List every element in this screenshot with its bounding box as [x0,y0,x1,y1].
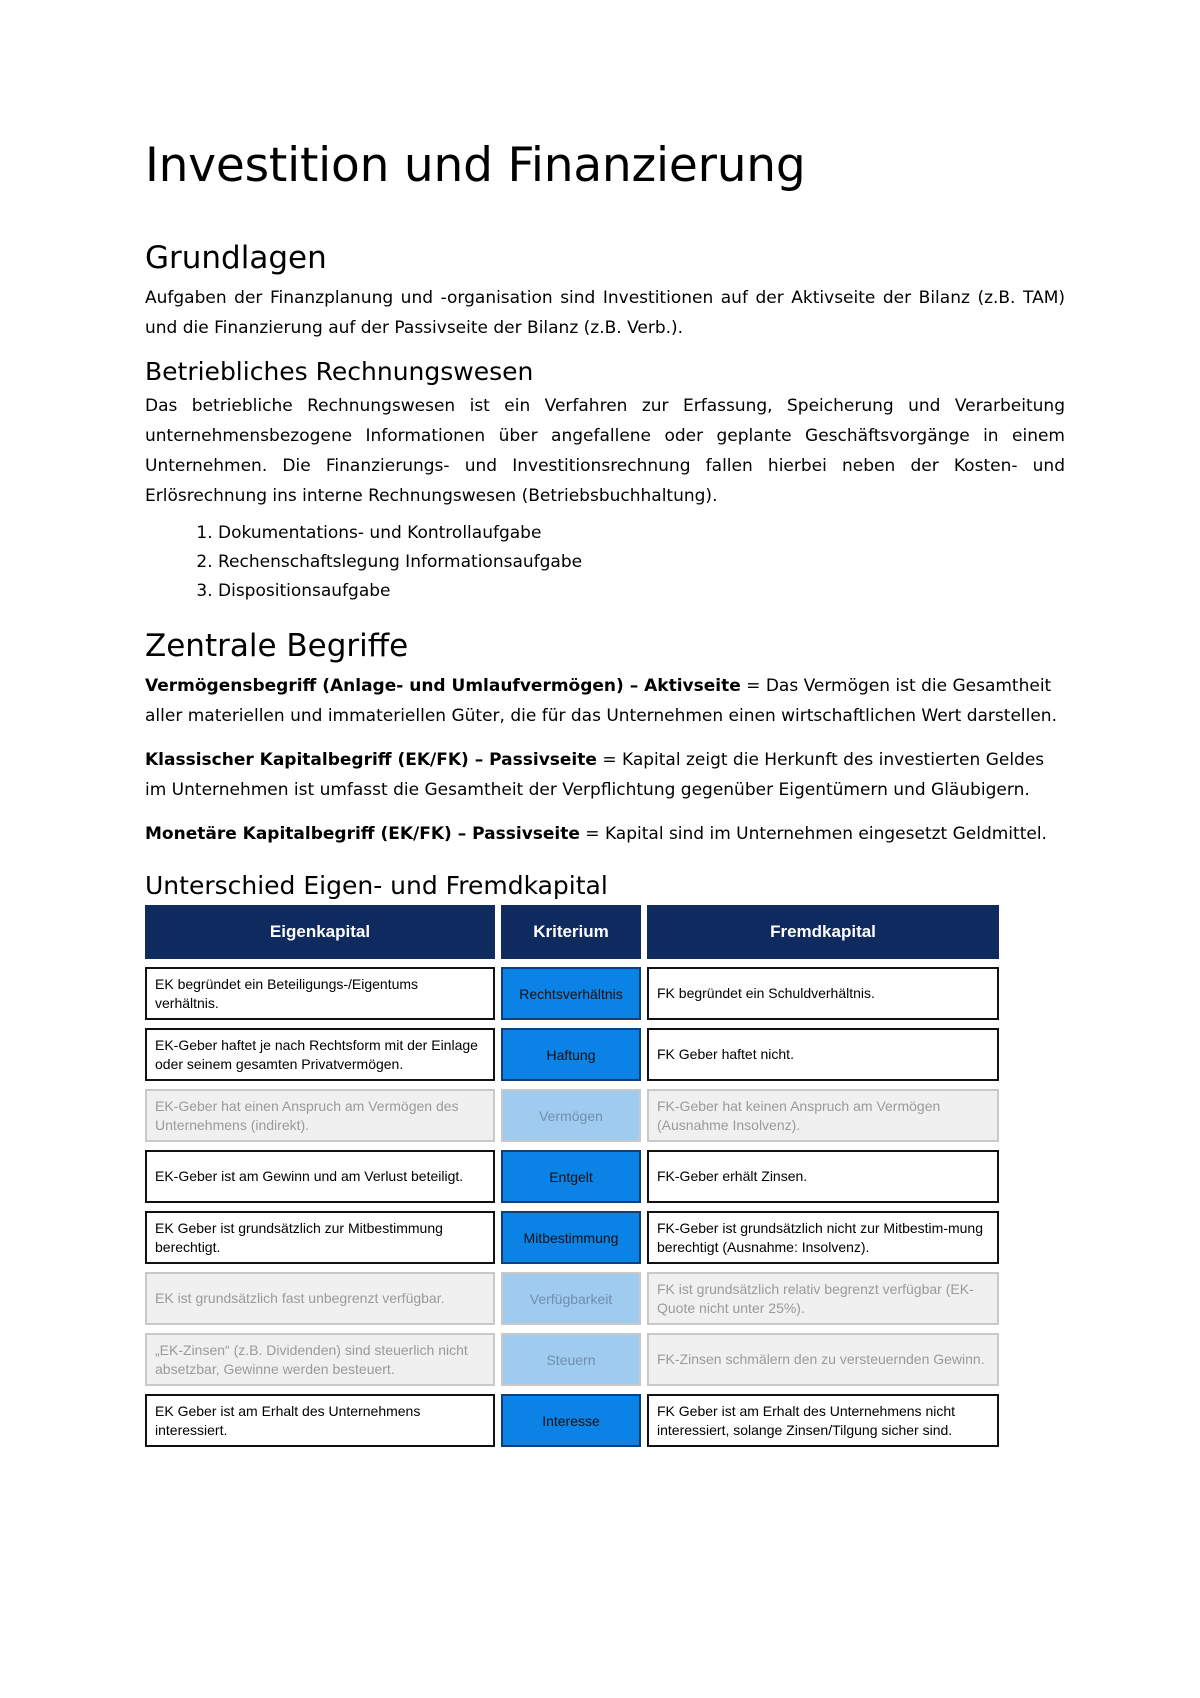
heading-rechnungswesen: Betriebliches Rechnungswesen [145,356,534,386]
list-item: 1. Dokumentations- und Kontrollaufgabe [218,519,1065,548]
kriterium-cell: Vermögen [501,1089,641,1142]
fk-cell: FK Geber ist am Erhalt des Unternehmens nicht interessiert, solange Zinsen/Tilgung sicher sind. [647,1394,999,1447]
comparison-table [145,905,1005,1447]
paragraph-rechnungswesen: Das betriebliche Rechnungswesen ist ein Verfahren zur Erfassung, Speicherung und Verarbeitung unternehmensbezogene Informationen über angefallene oder geplante Geschäftsvorgänge in einem Unternehmen. Die Finanzierungs- und Investitionsrechnung fallen hierbei neben der Kosten- und Erlösrechnung ins interne Rechnungswesen (Betriebsbuchhaltung). [145,395,1065,506]
table-row [145,967,1005,1020]
ek-cell: EK ist grundsätzlich fast unbegrenzt verfügbar. [145,1272,495,1325]
definition-monetaerer-kapital [145,819,1065,849]
header-eigenkapital: Eigenkapital [145,905,495,959]
ek-cell: EK begründet ein Beteiligungs-/Eigentums verhältnis. [145,967,495,1020]
paragraph-grundlagen: Aufgaben der Finanzplanung und -organisation sind Investitionen auf der Aktivseite der Bilanz (z.B. TAM) und die Finanzierung auf der Passivseite der Bilanz (z.B. Verb.). [145,287,1065,338]
kriterium-cell: Entgelt [501,1150,641,1203]
term-label: Monetäre Kapitalbegriff (EK/FK) – Passivseite [145,824,580,845]
list-item: 2. Rechenschaftslegung Informationsaufgabe [218,548,1065,577]
table-row [145,1150,1005,1203]
fk-cell: FK-Geber erhält Zinsen. [647,1150,999,1203]
heading-unterschied: Unterschied Eigen- und Fremdkapital [145,871,608,901]
ek-cell: EK-Geber ist am Gewinn und am Verlust beteiligt. [145,1150,495,1203]
definition-vermoegen [145,671,1065,731]
fk-cell: FK ist grundsätzlich relativ begrenzt verfügbar (EK-Quote nicht unter 25%). [647,1272,999,1325]
document-page [145,140,1065,1455]
aufgaben-list [145,519,1065,606]
kriterium-cell: Steuern [501,1333,641,1386]
term-label: Vermögensbegriff (Anlage- und Umlaufvermögen) – Aktivseite [145,676,741,697]
ek-cell: EK Geber ist am Erhalt des Unternehmens interessiert. [145,1394,495,1447]
kriterium-cell: Verfügbarkeit [501,1272,641,1325]
document-title: Investition und Finanzierung [145,138,806,193]
ek-cell: „EK-Zinsen“ (z.B. Dividenden) sind steuerlich nicht absetzbar, Gewinne werden besteuert. [145,1333,495,1386]
ek-cell: EK Geber ist grundsätzlich zur Mitbestimmung berechtigt. [145,1211,495,1264]
table-row [145,1272,1005,1325]
term-label: Klassischer Kapitalbegriff (EK/FK) – Passivseite [145,750,597,771]
fk-cell: FK-Geber ist grundsätzlich nicht zur Mitbestim-mung berechtigt (Ausnahme: Insolvenz). [647,1211,999,1264]
table-header-row [145,905,1005,959]
fk-cell: FK Geber haftet nicht. [647,1028,999,1081]
kriterium-cell: Mitbestimmung [501,1211,641,1264]
ek-cell: EK-Geber haftet je nach Rechtsform mit der Einlage oder seinem gesamten Privatvermögen. [145,1028,495,1081]
kriterium-cell: Haftung [501,1028,641,1081]
table-row [145,1333,1005,1386]
kriterium-cell: Interesse [501,1394,641,1447]
heading-begriffe: Zentrale Begriffe [145,627,409,664]
fk-cell: FK-Zinsen schmälern den zu versteuernden Gewinn. [647,1333,999,1386]
table-row [145,1394,1005,1447]
list-item: 3. Dispositionsaufgabe [218,577,1065,606]
ek-cell: EK-Geber hat einen Anspruch am Vermögen des Unternehmens (indirekt). [145,1089,495,1142]
definition-klassischer-kapital [145,745,1065,805]
fk-cell: FK begründet ein Schuldverhältnis. [647,967,999,1020]
definition-text: = Das Vermögen ist die Gesamtheit aller materiellen und immateriellen Güter, die für das Unternehmen einen wirtschaftlichen Wert darstellen. [145,676,1057,727]
definition-text: = Kapital zeigt die Herkunft des investierten Geldes im Unternehmen ist umfasst die Gesamtheit der Verpflichtung gegenüber Eigentümern und Gläubigern. [145,750,1045,801]
table-row [145,1211,1005,1264]
definition-text: = Kapital sind im Unternehmen eingesetzt Geldmittel. [579,824,1047,845]
table-row [145,1089,1005,1142]
table-row [145,1028,1005,1081]
fk-cell: FK-Geber hat keinen Anspruch am Vermögen (Ausnahme Insolvenz). [647,1089,999,1142]
header-fremdkapital: Fremdkapital [647,905,999,959]
kriterium-cell: Rechtsverhältnis [501,967,641,1020]
header-kriterium: Kriterium [501,905,641,959]
heading-grundlagen: Grundlagen [145,239,327,276]
